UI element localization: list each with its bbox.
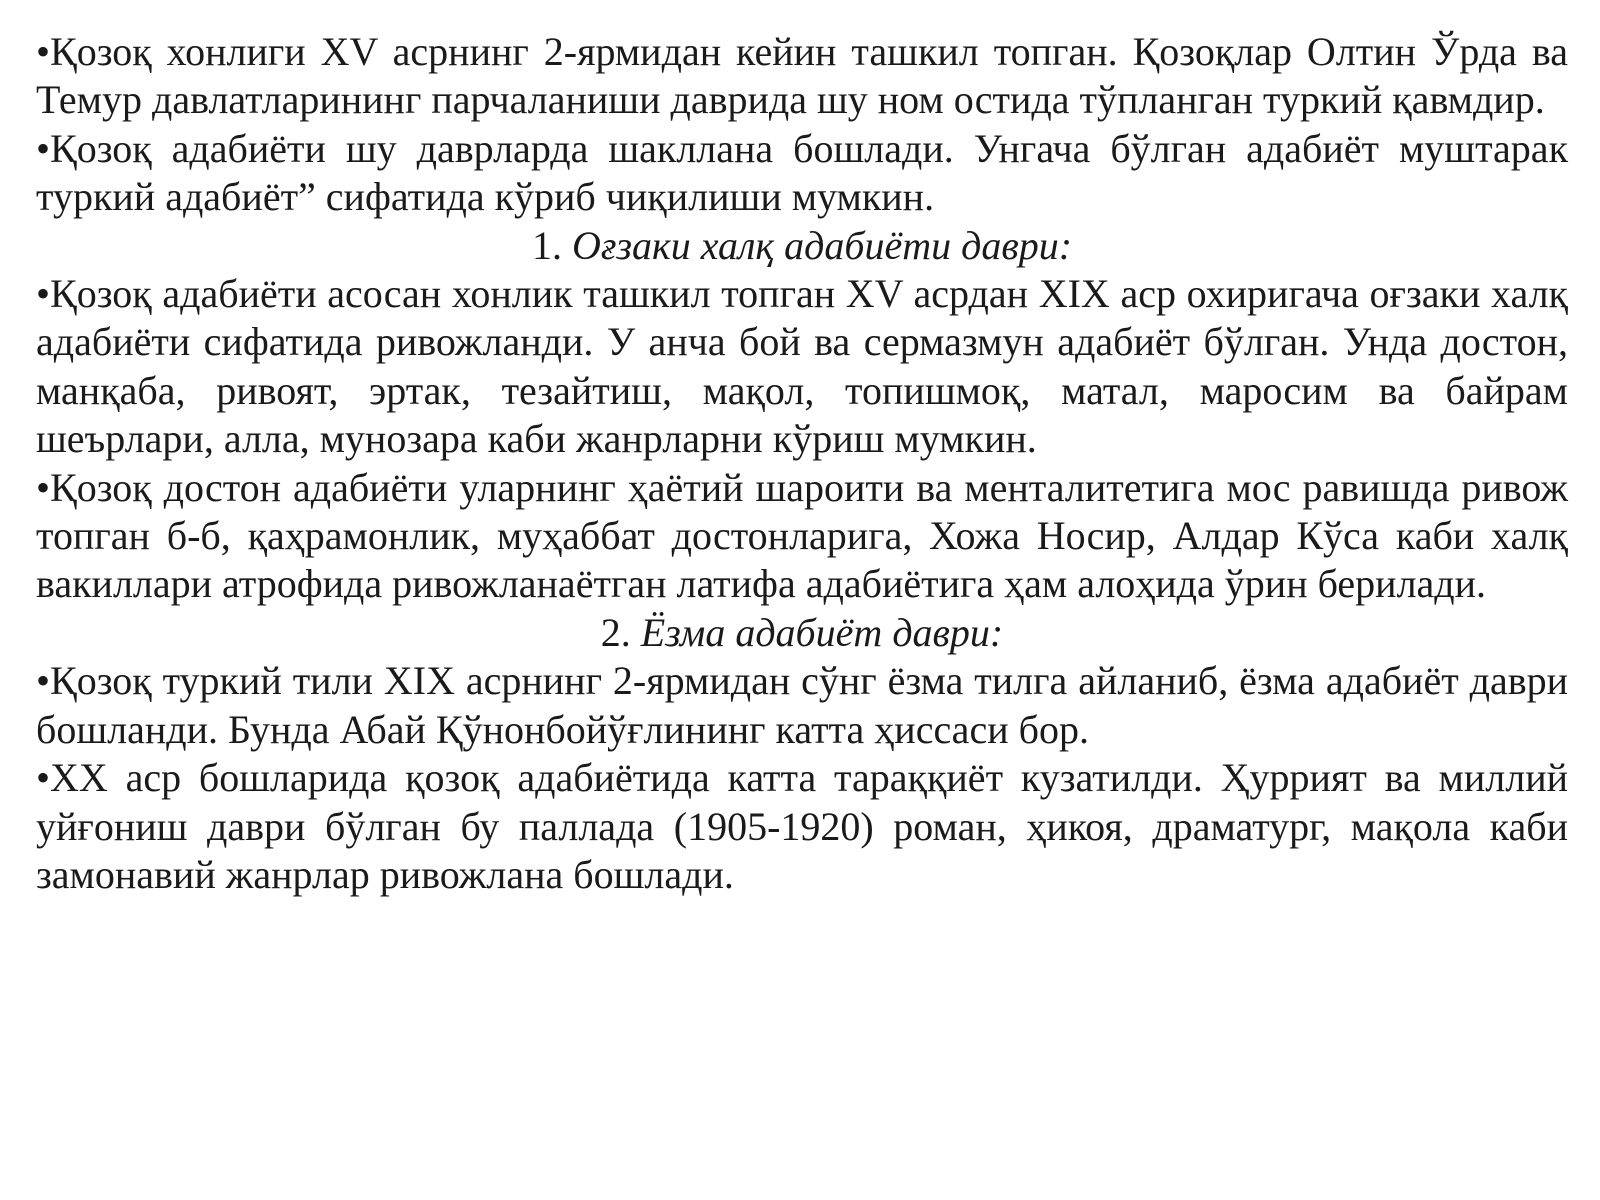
bullet-marker: •: [36, 658, 51, 704]
bullet-marker: •: [36, 29, 51, 74]
bullet-paragraph: [36, 125, 1568, 222]
bullet-marker: •: [36, 464, 51, 510]
paragraph-text: XX аср бошларида қозоқ адабиётида катта тараққиёт кузатилди. Ҳуррият ва миллий уйғониш даври бўлган бу паллада (1905-1920) роман, ҳикоя, драматург, мақола каби замонавий жанрлар ривожлана бошлади.: [36, 755, 1568, 897]
section-title: Оғзаки халқ адабиёти даври:: [571, 222, 1073, 268]
section-number: 1.: [531, 222, 562, 268]
section-heading: [36, 609, 1568, 657]
paragraph-text: Қозоқ хонлиги XV асрнинг 2-ярмидан кейин ташкил топган. Қозоқлар Олтин Ўрда ва Темур давлатларининг парчаланиши даврида шу ном остида тўпланган туркий қавмдир.: [36, 29, 1568, 123]
paragraph-text: Қозоқ туркий тили XIX асрнинг 2-ярмидан сўнг ёзма тилга айланиб, ёзма адабиёт даври бошланди. Бунда Абай Қўнонбойўғлининг катта ҳиссаси бор.: [36, 658, 1568, 752]
bullet-paragraph: [36, 464, 1568, 609]
section-number: 2.: [600, 609, 631, 655]
section-heading: [36, 222, 1568, 270]
paragraph-text: Қозоқ адабиёти асосан хонлик ташкил топган XV асрдан XIX аср охиригача оғзаки халқ адабиёти сифатида ривожланди. У анча бой ва сермазмун адабиёт бўлган. Унда достон, манқаба, ривоят, эртак, тезайтиш, мақол, топишмоқ, матал, маросим ва байрам шеърлари, алла, мунозара каби жанрларни кўриш мумкин.: [36, 271, 1568, 462]
document-body: [36, 28, 1568, 899]
bullet-paragraph: [36, 657, 1568, 754]
bullet-marker: •: [36, 125, 51, 171]
bullet-paragraph: [36, 28, 1568, 125]
paragraph-text: Қозоқ достон адабиёти уларнинг ҳаётий шароити ва менталитетига мос равишда ривож топган б-б, қаҳрамонлик, муҳаббат достонларига, Хожа Носир, Алдар Кўса каби халқ вакиллари атрофида ривожланаётган латифа адабиётига ҳам алоҳида ўрин берилади.: [36, 464, 1568, 607]
bullet-marker: •: [36, 271, 51, 317]
section-title: Ёзма адабиёт даври:: [640, 609, 1004, 655]
bullet-paragraph: [36, 270, 1568, 464]
bullet-paragraph: [36, 754, 1568, 899]
paragraph-text: Қозоқ адабиёти шу даврларда шакллана бошлади. Унгача бўлган адабиёт муштарак туркий адабиёт” сифатида кўриб чиқилиши мумкин.: [36, 125, 1568, 220]
bullet-marker: •: [36, 755, 51, 801]
